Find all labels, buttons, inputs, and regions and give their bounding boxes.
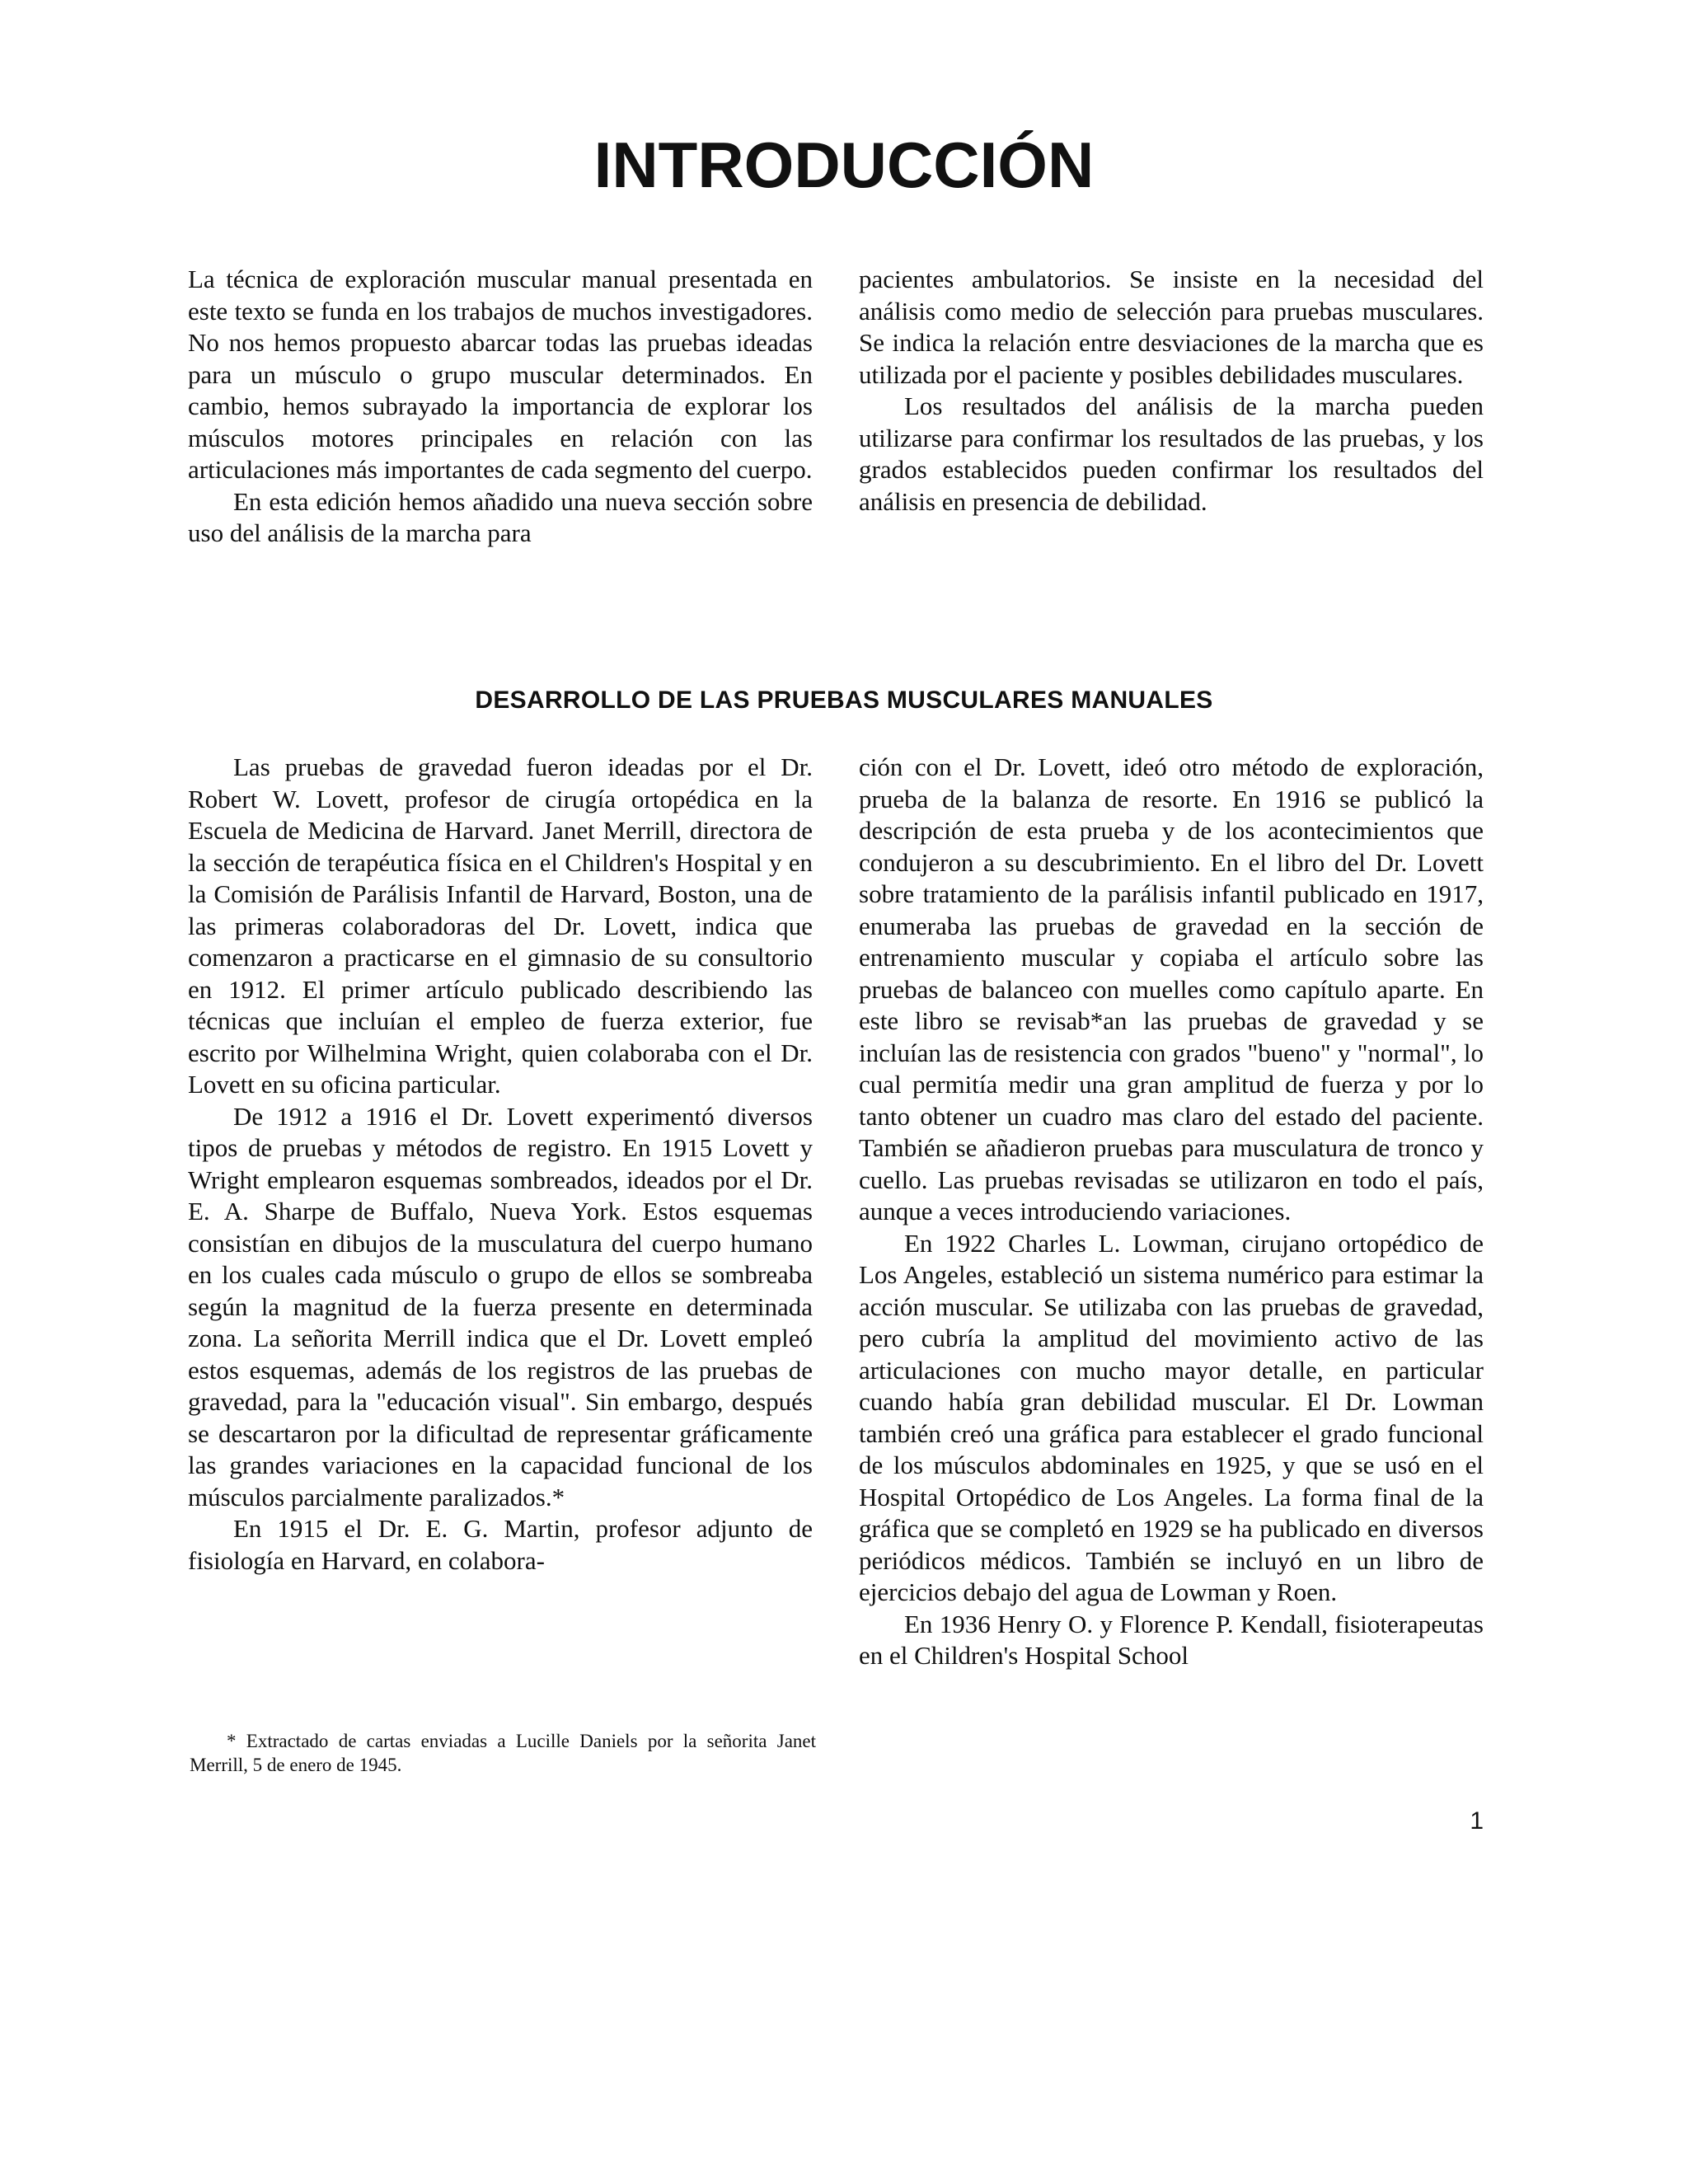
intro-left-column (188, 264, 813, 550)
section-paragraph-1: Las pruebas de gravedad fueron ideadas por el Dr. Robert W. Lovett, profesor de cirugía ortopédica en la Escuela de Medicina de Harvard. Janet Merrill, directora de la sección de terapéutica física en el Children's Hospital y en la Comisión de Parálisis Infantil de Harvard, Boston, una de las primeras colaboradoras del Dr. Lovett, indica que comenzaron a practicarse en el gimnasio de su consultorio en 1912. El primer artículo publicado describiendo las técnicas que incluían el empleo de fuerza exterior, fue escrito por Wilhelmina Wright, quien colaboraba con el Dr. Lovett en su oficina particular. (188, 752, 813, 1099)
section-paragraph-2: De 1912 a 1916 el Dr. Lovett experimentó diversos tipos de pruebas y métodos de registro. En 1915 Lovett y Wright emplearon esquemas sombreados, ideados por el Dr. E. A. Sharpe de Buffalo, Nueva York. Estos esquemas consistían en dibujos de la musculatura del cuerpo humano en los cuales cada músculo o grupo de ellos se sombreaba según la magnitud de la fuerza presente en determinada zona. La señorita Merrill indica que el Dr. Lovett empleó estos esquemas, además de los registros de las pruebas de gravedad, para la "educación visual". Sin embargo, después se descartaron por la dificultad de representar gráficamente las grandes variaciones en la capacidad funcional de los músculos parcialmente paralizados.* (188, 1101, 813, 1511)
intro-paragraph-2: En esta edición hemos añadido una nueva sección sobre uso del análisis de la marcha para (188, 486, 813, 547)
section-paragraph-5: En 1922 Charles L. Lowman, cirujano ortopédico de Los Angeles, estableció un sistema numérico para estimar la acción muscular. Se utilizaba con las pruebas de gravedad, pero cubría la amplitud del movimiento activo de las articulaciones con mucho mayor detalle, en particular cuando había gran debilidad muscular. El Dr. Lowman también creó una gráfica para establecer el grado funcional de los músculos abdominales en 1925, y que se usó en el Hospital Ortopédico de Los Angeles. La forma final de la gráfica que se completó en 1929 se ha publicado en diversos periódicos médicos. También se incluyó en un libro de ejercicios debajo del agua de Lowman y Roen. (859, 1228, 1484, 1606)
page-title: INTRODUCCIÓN (593, 129, 1095, 201)
section-paragraph-4: ción con el Dr. Lovett, ideó otro método de exploración, prueba de la balanza de resorte. En 1916 se publicó la descripción de esta prueba y de los acontecimientos que condujeron a su descubrimiento. En el libro del Dr. Lovett sobre tratamiento de la parálisis infantil publicado en 1917, enumeraba las pruebas de gravedad en la sección de entrenamiento muscular y copiaba el artículo sobre las pruebas de balanceo con muelles como capítulo aparte. En este libro se revisab*an las pruebas de gravedad y se incluían las de resistencia con grados "bueno" y "normal", lo cual permitía medir una gran amplitud de fuerza y por lo tanto obtener un cuadro mas claro del estado del paciente. También se añadieron pruebas para musculatura de tronco y cuello. Las pruebas revisadas se utilizaron en todo el país, aunque a veces introduciendo variaciones. (859, 752, 1484, 1226)
footnote (190, 1729, 816, 1777)
intro-paragraph-4: Los resultados del análisis de la marcha pueden utilizarse para confirmar los resultados de las pruebas, y los grados establecidos pueden confirmar los resultados del análisis en presencia de debilidad. (859, 391, 1484, 516)
intro-paragraph-3: pacientes ambulatorios. Se insiste en la necesidad del análisis como medio de selección para pruebas musculares. Se indica la relación entre desviaciones de la marcha que es utilizada por el paciente y posibles debilidades musculares. (859, 265, 1484, 389)
footnote-text: * Extractado de cartas enviadas a Lucille Daniels por la señorita Janet Merrill, 5 de enero de 1945. (190, 1731, 816, 1775)
page-number: 1 (1470, 1807, 1484, 1835)
section-paragraph-3: En 1915 el Dr. E. G. Martin, profesor adjunto de fisiología en Harvard, en colabora- (188, 1514, 813, 1575)
intro-paragraph-1: La técnica de exploración muscular manual presentada en este texto se funda en los trabajos de muchos investigadores. No nos hemos propuesto abarcar todas las pruebas ideadas para un músculo o grupo muscular determinados. En cambio, hemos subrayado la importancia de explorar los músculos motores principales en relación con las articulaciones más importantes de cada segmento del cuerpo. (188, 265, 813, 484)
section-left-column (188, 752, 813, 1577)
section-heading: DESARROLLO DE LAS PRUEBAS MUSCULARES MANUALES (475, 687, 1213, 714)
section-right-column (859, 752, 1484, 1672)
intro-right-column (859, 264, 1484, 518)
section-paragraph-6: En 1936 Henry O. y Florence P. Kendall, fisioterapeutas en el Children's Hospital School (859, 1609, 1484, 1670)
